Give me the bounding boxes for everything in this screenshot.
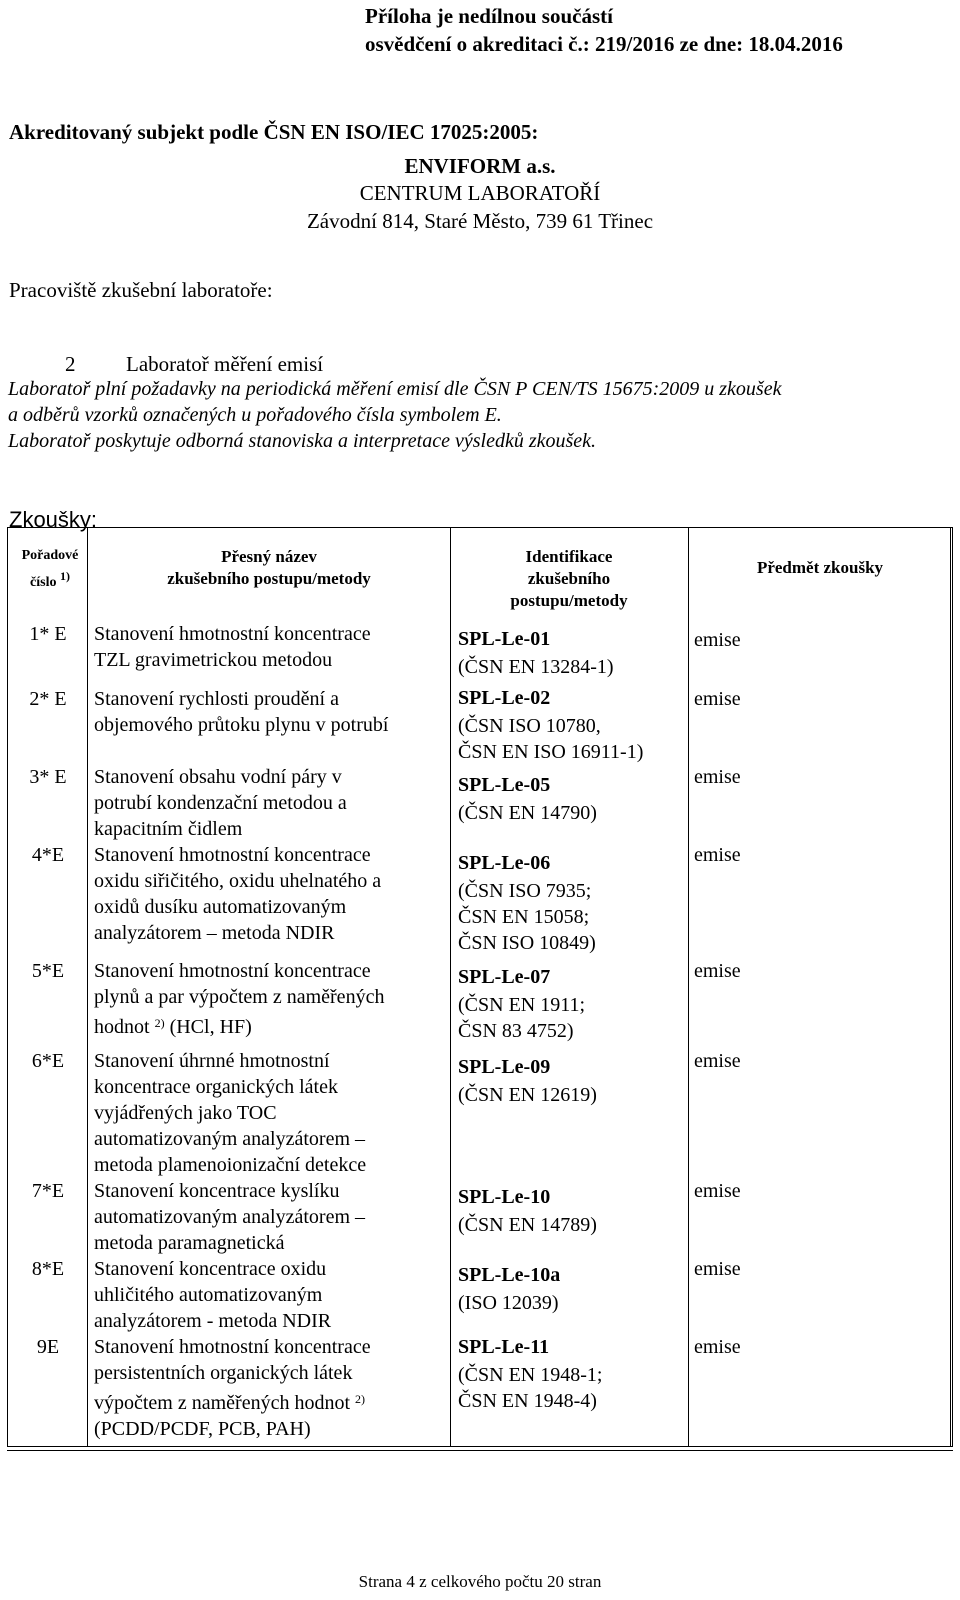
header-method-name [94,546,444,590]
method-name: Stanovení obsahu vodní páry v potrubí kondenzační metodou a kapacitním čidlem [94,766,347,840]
annex-header-line2: osvědčení o akreditaci č.: 219/2016 ze dne: 18.04.2016 [365,32,843,56]
method-standard: (ISO 12039) [458,1292,559,1314]
header-ident-line2: zkušebního [527,569,611,588]
workplace-label: Pracoviště zkušební laboratoře: [9,278,273,302]
lab-note-1: Laboratoř plní požadavky na periodická měření emisí dle ČSN P CEN/TS 15675:2009 u zkoušek [8,378,782,400]
header-method-name-line1: Přesný název [221,547,317,566]
test-subject: emise [694,844,741,866]
method-identification [458,770,678,826]
table-divider [950,527,951,1447]
test-subject: emise [694,1258,741,1280]
method-name: Stanovení hmotnostní koncentrace TZL gravimetrickou metodou [94,623,371,671]
header-identification [454,546,684,612]
test-subject: emise [694,1180,741,1202]
method-identification [458,1182,678,1238]
row-number: 9E [36,1336,60,1358]
method-standard: ČSN EN ISO 16911-1) [458,741,644,763]
method-code: SPL-Le-10a [458,1264,561,1286]
method-code: SPL-Le-05 [458,774,551,796]
test-subject: emise [694,1050,741,1072]
method-identification [458,848,678,956]
method-standard: ČSN EN 1948-4) [458,1390,597,1412]
method-standard: ČSN ISO 10849) [458,932,596,954]
table-divider [87,527,88,1447]
header-ident-line3: postupu/metody [510,591,628,610]
method-identification [458,1332,678,1414]
method-name: Stanovení rychlosti proudění a objemového průtoku plynu v potrubí [94,688,389,736]
method-code: SPL-Le-07 [458,966,551,988]
method-code: SPL-Le-01 [458,628,551,650]
table-divider [450,527,451,1447]
subject-unit: CENTRUM LABORATOŘÍ [359,181,601,205]
method-standard: (ČSN EN 14790) [458,802,597,824]
test-subject: emise [694,688,741,710]
row-number: 6*E [31,1050,65,1072]
test-subject: emise [694,1336,741,1358]
row-number: 7*E [31,1180,65,1202]
method-name: Stanovení koncentrace kyslíku automatizovaným analyzátorem – metoda paramagnetická [94,1180,366,1254]
header-order-line2: číslo $^{1)}$ [30,569,70,590]
method-name: Stanovení hmotnostní koncentrace persistentních organických látek výpočtem z naměřených hodnot $^{2)}$ (PCDD/PCDF, PCB, PAH) [94,1336,371,1440]
test-subject: emise [694,766,741,788]
header-ident-line1: Identifikace [525,547,613,566]
method-code: SPL-Le-02 [458,687,551,709]
method-code: SPL-Le-10 [458,1186,551,1208]
header-order [14,545,86,593]
header-order-line1: Pořadové [21,548,79,563]
row-number: 3* E [29,766,67,788]
method-identification [458,1052,678,1108]
header-subject: Předmět zkoušky [756,558,884,577]
method-identification [458,683,678,765]
lab-name: Laboratoř měření emisí [126,352,324,376]
table-bottom-rule [7,1446,953,1447]
row-number: 5*E [31,960,65,982]
row-number: 1* E [29,623,67,645]
subject-name: ENVIFORM a.s. [404,154,556,178]
method-identification [458,624,678,680]
method-code: SPL-Le-09 [458,1056,551,1078]
row-number: 2* E [29,688,67,710]
method-code: SPL-Le-11 [458,1336,550,1358]
method-code: SPL-Le-06 [458,852,551,874]
method-name: Stanovení hmotnostní koncentrace plynů a par výpočtem z naměřených hodnot $^{2)}$ (HCl, HF) [94,960,385,1038]
test-subject: emise [694,960,741,982]
lab-note-2: a odběrů vzorků označených u pořadového čísla symbolem E. [8,404,502,426]
method-name: Stanovení hmotnostní koncentrace oxidu siřičitého, oxidu uhelnatého a oxidů dusíku automatizovaným analyzátorem – metoda NDIR [94,844,382,944]
subject-address: Závodní 814, Staré Město, 739 61 Třinec [306,209,654,233]
annex-header-line1: Příloha je nedílnou součástí [365,4,613,28]
row-number: 4*E [31,844,65,866]
header-method-name-line2: zkušebního postupu/metody [167,569,371,588]
annex-header [365,2,843,58]
method-standard: (ČSN EN 13284-1) [458,656,614,678]
method-standard: (ČSN ISO 10780, [458,715,601,737]
row-number: 8*E [31,1258,65,1280]
lab-note-3: Laboratoř poskytuje odborná stanoviska a interpretace výsledků zkoušek. [8,430,597,452]
method-standard: (ČSN EN 14789) [458,1214,597,1236]
test-subject: emise [694,629,741,651]
method-standard: ČSN 83 4752) [458,1020,574,1042]
tests-label: Zkoušky: [9,507,98,532]
method-standard: (ČSN EN 1911; [458,994,586,1016]
method-identification [458,962,678,1044]
accreditation-title: Akreditovaný subjekt podle ČSN EN ISO/IEC 17025:2005: [9,120,539,144]
method-standard: (ČSN ISO 7935; [458,880,592,902]
method-standard: (ČSN EN 1948-1; [458,1364,603,1386]
table-bottom-rule [7,1450,953,1451]
table-divider [688,527,689,1447]
method-standard: ČSN EN 15058; [458,906,590,928]
lab-number: 2 [65,352,76,376]
method-name: Stanovení úhrnné hmotnostní koncentrace organických látek vyjádřených jako TOC automatizovaným analyzátorem – metoda plamenoionizační detekce [94,1050,367,1176]
method-name: Stanovení koncentrace oxidu uhličitého automatizovaným analyzátorem - metoda NDIR [94,1258,332,1332]
method-standard: (ČSN EN 12619) [458,1084,597,1106]
page-footer: Strana 4 z celkového počtu 20 stran [358,1572,602,1591]
method-identification [458,1260,678,1316]
